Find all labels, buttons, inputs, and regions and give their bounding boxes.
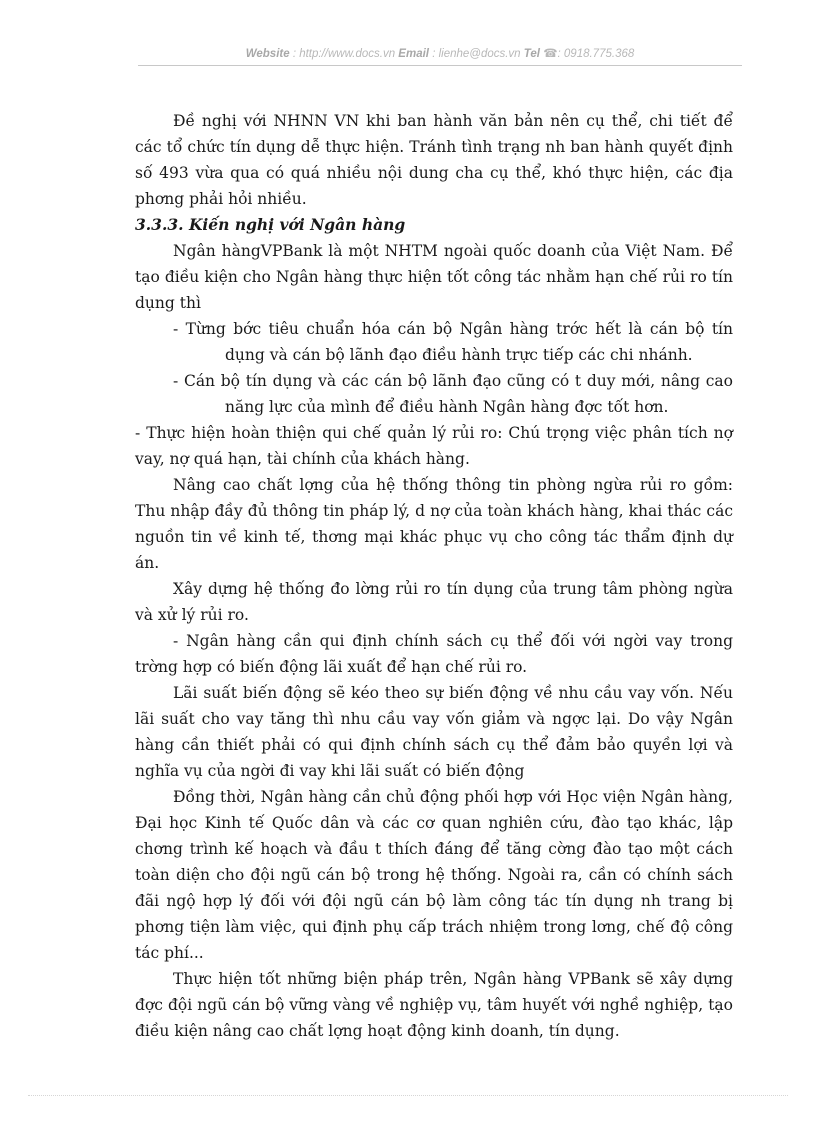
paragraph-interest-policy: - Ngân hàng cần qui định chính sách cụ thể đối với ngời vay trong trờng hợp có biến động lãi xuất để hạn chế rủi ro. [135,632,733,676]
website-value[interactable]: : http://www.docs.vn [292,48,396,60]
paragraph-risk-management: - Thực hiện hoàn thiện qui chế quản lý rủi ro: Chú trọng việc phân tích nợ vay, nợ quá hạn, tài chính của khách hàng. [135,424,733,468]
website-label: Website [245,48,290,60]
email-value[interactable]: : lienhe@docs.vn [432,48,521,60]
paragraph-conclusion: Thực hiện tốt những biện pháp trên, Ngân hàng VPBank sẽ xây dựng đợc đội ngũ cán bộ vững vàng về nghiệp vụ, tâm huyết với nghề nghiệp, tạo điều kiện nâng cao chất lợng hoạt động kinh doanh, tín dụng. [135,970,733,1040]
document-body [135,108,733,1044]
email-label: Email [398,48,429,60]
paragraph-training-cooperation: Đồng thời, Ngân hàng cần chủ động phối hợp với Học viện Ngân hàng, Đại học Kinh tế Quốc dân và các cơ quan nghiên cứu, đào tạo khác, lập chơng trình kế hoạch và đầu t thích đáng để tăng cờng đào tạo một cách toàn diện cho đội ngũ cán bộ trong hệ thống. Ngoài ra, cần có chính sách đãi ngộ hợp lý đối với đội ngũ cán bộ làm công tác tín dụng nh trang bị phơng tiện làm việc, qui định phụ cấp trách nhiệm trong lơng, chế độ công tác phí... [135,788,733,962]
paragraph-intro-vpbank: Ngân hàngVPBank là một NHTM ngoài quốc doanh của Việt Nam. Để tạo điều kiện cho Ngân hàng thực hiện tốt công tác nhằm hạn chế rủi ro tín dụng thì [135,242,733,312]
page-header [140,46,740,60]
tel-label: Tel [523,48,540,60]
paragraph-recommendation-nhnn: Đề nghị với NHNN VN khi ban hành văn bản nên cụ thể, chi tiết để các tổ chức tín dụng dễ thực hiện. Tránh tình trạng nh ban hành quyết định số 493 vừa qua có quá nhiều nội dung cha cụ thể, khó thực hiện, các địa phơng phải hỏi nhiều. [135,112,733,208]
paragraph-interest-fluctuation: Lãi suất biến động sẽ kéo theo sự biến động về nhu cầu vay vốn. Nếu lãi suất cho vay tăng thì nhu cầu vay vốn giảm và ngợc lại. Do vậy Ngân hàng cần thiết phải có qui định chính sách cụ thể đảm bảo quyền lợi và nghĩa vụ của ngời đi vay khi lãi suất có biến động [135,684,733,780]
bullet-item-2: - Cán bộ tín dụng và các cán bộ lãnh đạo cũng có t duy mới, nâng cao năng lực của mình để điều hành Ngân hàng đợc tốt hơn. [173,372,733,416]
header-divider [138,65,742,66]
footer-divider [28,1095,788,1096]
tel-value: ☎: 0918.775.368 [543,48,635,60]
section-heading: 3.3.3. Kiến nghị với Ngân hàng [135,215,406,234]
paragraph-risk-measurement: Xây dựng hệ thống đo lờng rủi ro tín dụng của trung tâm phòng ngừa và xử lý rủi ro. [135,580,733,624]
bullet-item-1: - Từng bớc tiêu chuẩn hóa cán bộ Ngân hàng trớc hết là cán bộ tín dụng và cán bộ lãnh đạo điều hành trực tiếp các chi nhánh. [173,320,733,364]
paragraph-information-quality: Nâng cao chất lợng của hệ thống thông tin phòng ngừa rủi ro gồm: Thu nhập đầy đủ thông tin pháp lý, d nợ của toàn khách hàng, khai thác các nguồn tin về kinh tế, thơng mại khác phục vụ cho công tác thẩm định dự án. [135,476,733,572]
